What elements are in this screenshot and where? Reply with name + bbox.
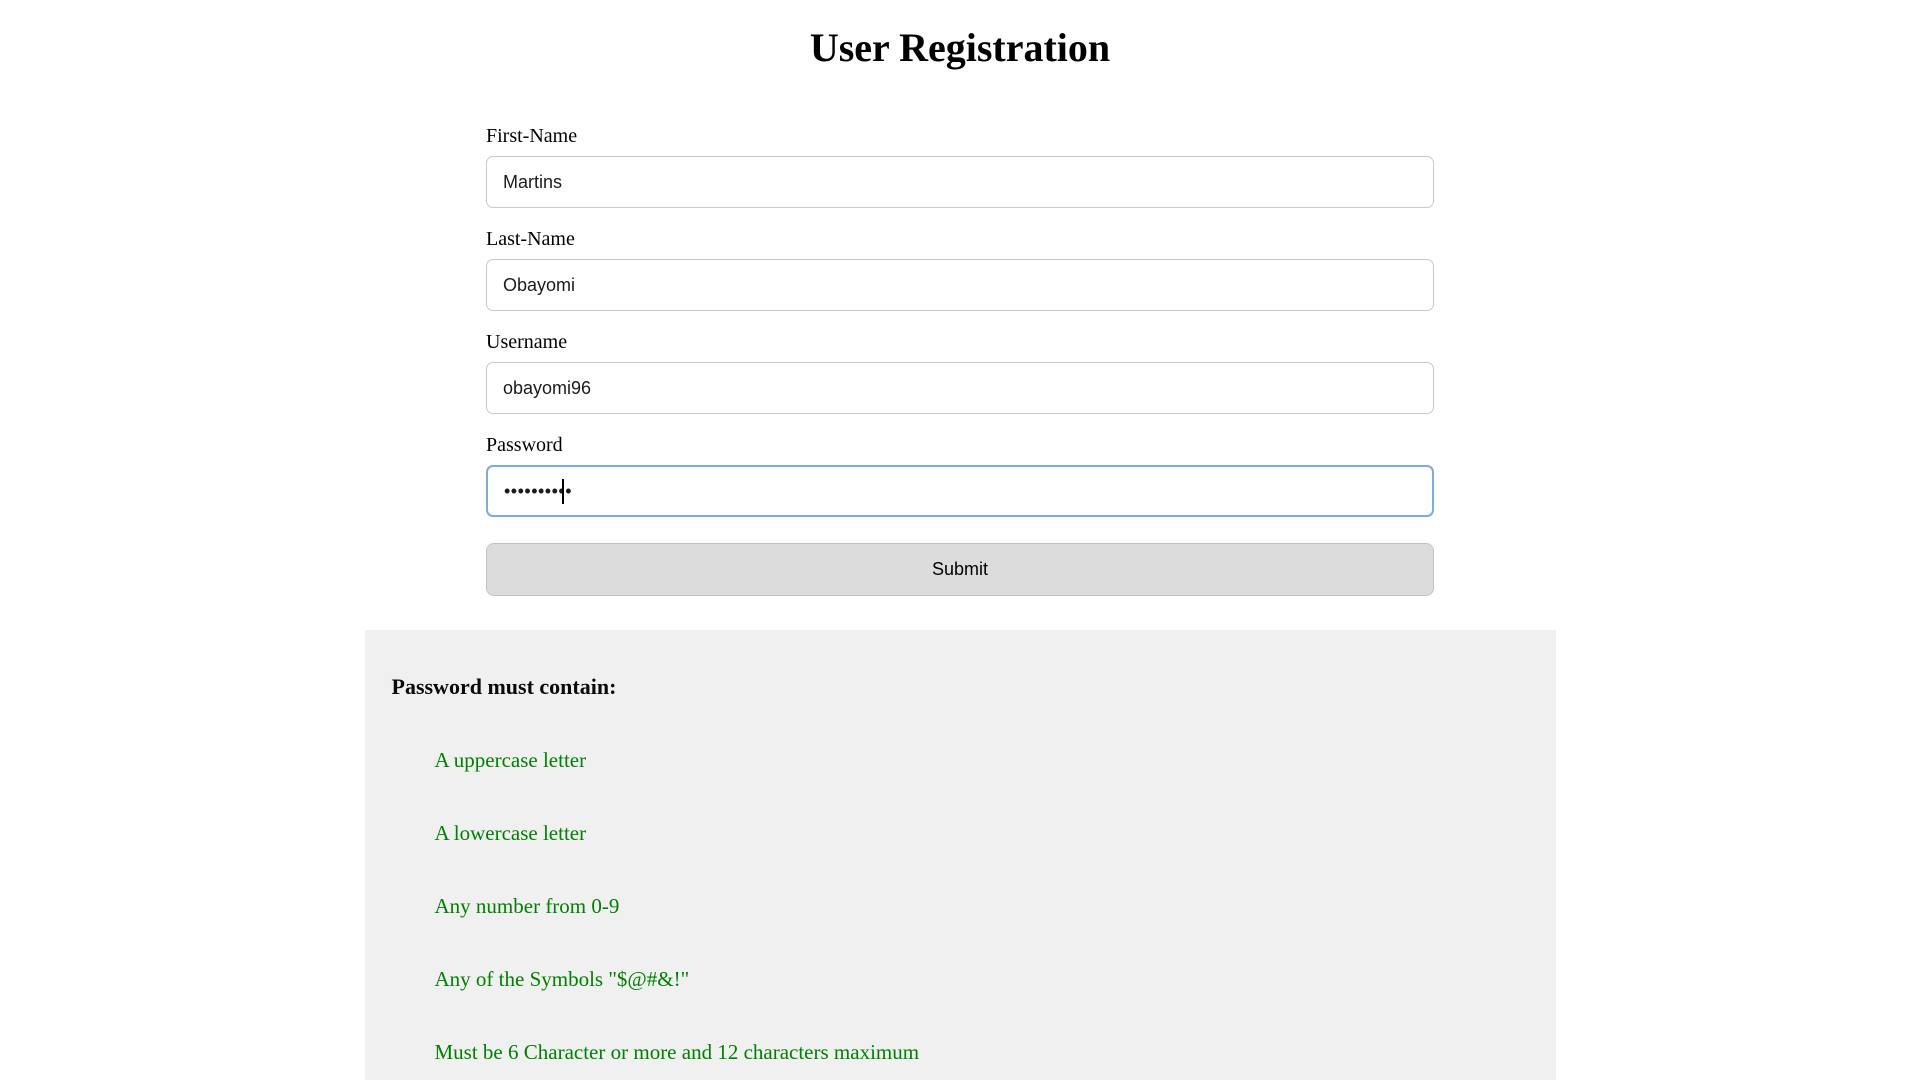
- password-label: Password: [486, 434, 563, 456]
- page-title: User Registration: [809, 25, 1111, 70]
- rule-number: Any number from 0-9: [434, 894, 620, 918]
- password-input-wrapper: [486, 465, 1434, 517]
- rule-length: Must be 6 Character or more and 12 characters maximum: [434, 1040, 920, 1064]
- text-caret: [562, 479, 564, 504]
- first-name-label: First-Name: [486, 125, 578, 147]
- first-name-field-group: [486, 125, 1434, 208]
- last-name-input[interactable]: [486, 259, 1434, 311]
- last-name-field-group: [486, 228, 1434, 311]
- password-field-group: [486, 434, 1434, 517]
- password-rules-panel: [365, 630, 1556, 1080]
- password-input[interactable]: [486, 465, 1434, 517]
- rule-uppercase: A uppercase letter: [434, 748, 587, 772]
- last-name-label: Last-Name: [486, 228, 575, 250]
- rule-lowercase: A lowercase letter: [434, 821, 587, 845]
- username-label: Username: [486, 331, 568, 353]
- username-field-group: [486, 331, 1434, 414]
- submit-button[interactable]: Submit: [486, 543, 1434, 596]
- first-name-input[interactable]: [486, 156, 1434, 208]
- registration-form: [486, 125, 1434, 596]
- rule-symbols: Any of the Symbols "$@#&!": [434, 967, 690, 991]
- password-rules-heading: Password must contain:: [391, 674, 617, 699]
- username-input[interactable]: [486, 362, 1434, 414]
